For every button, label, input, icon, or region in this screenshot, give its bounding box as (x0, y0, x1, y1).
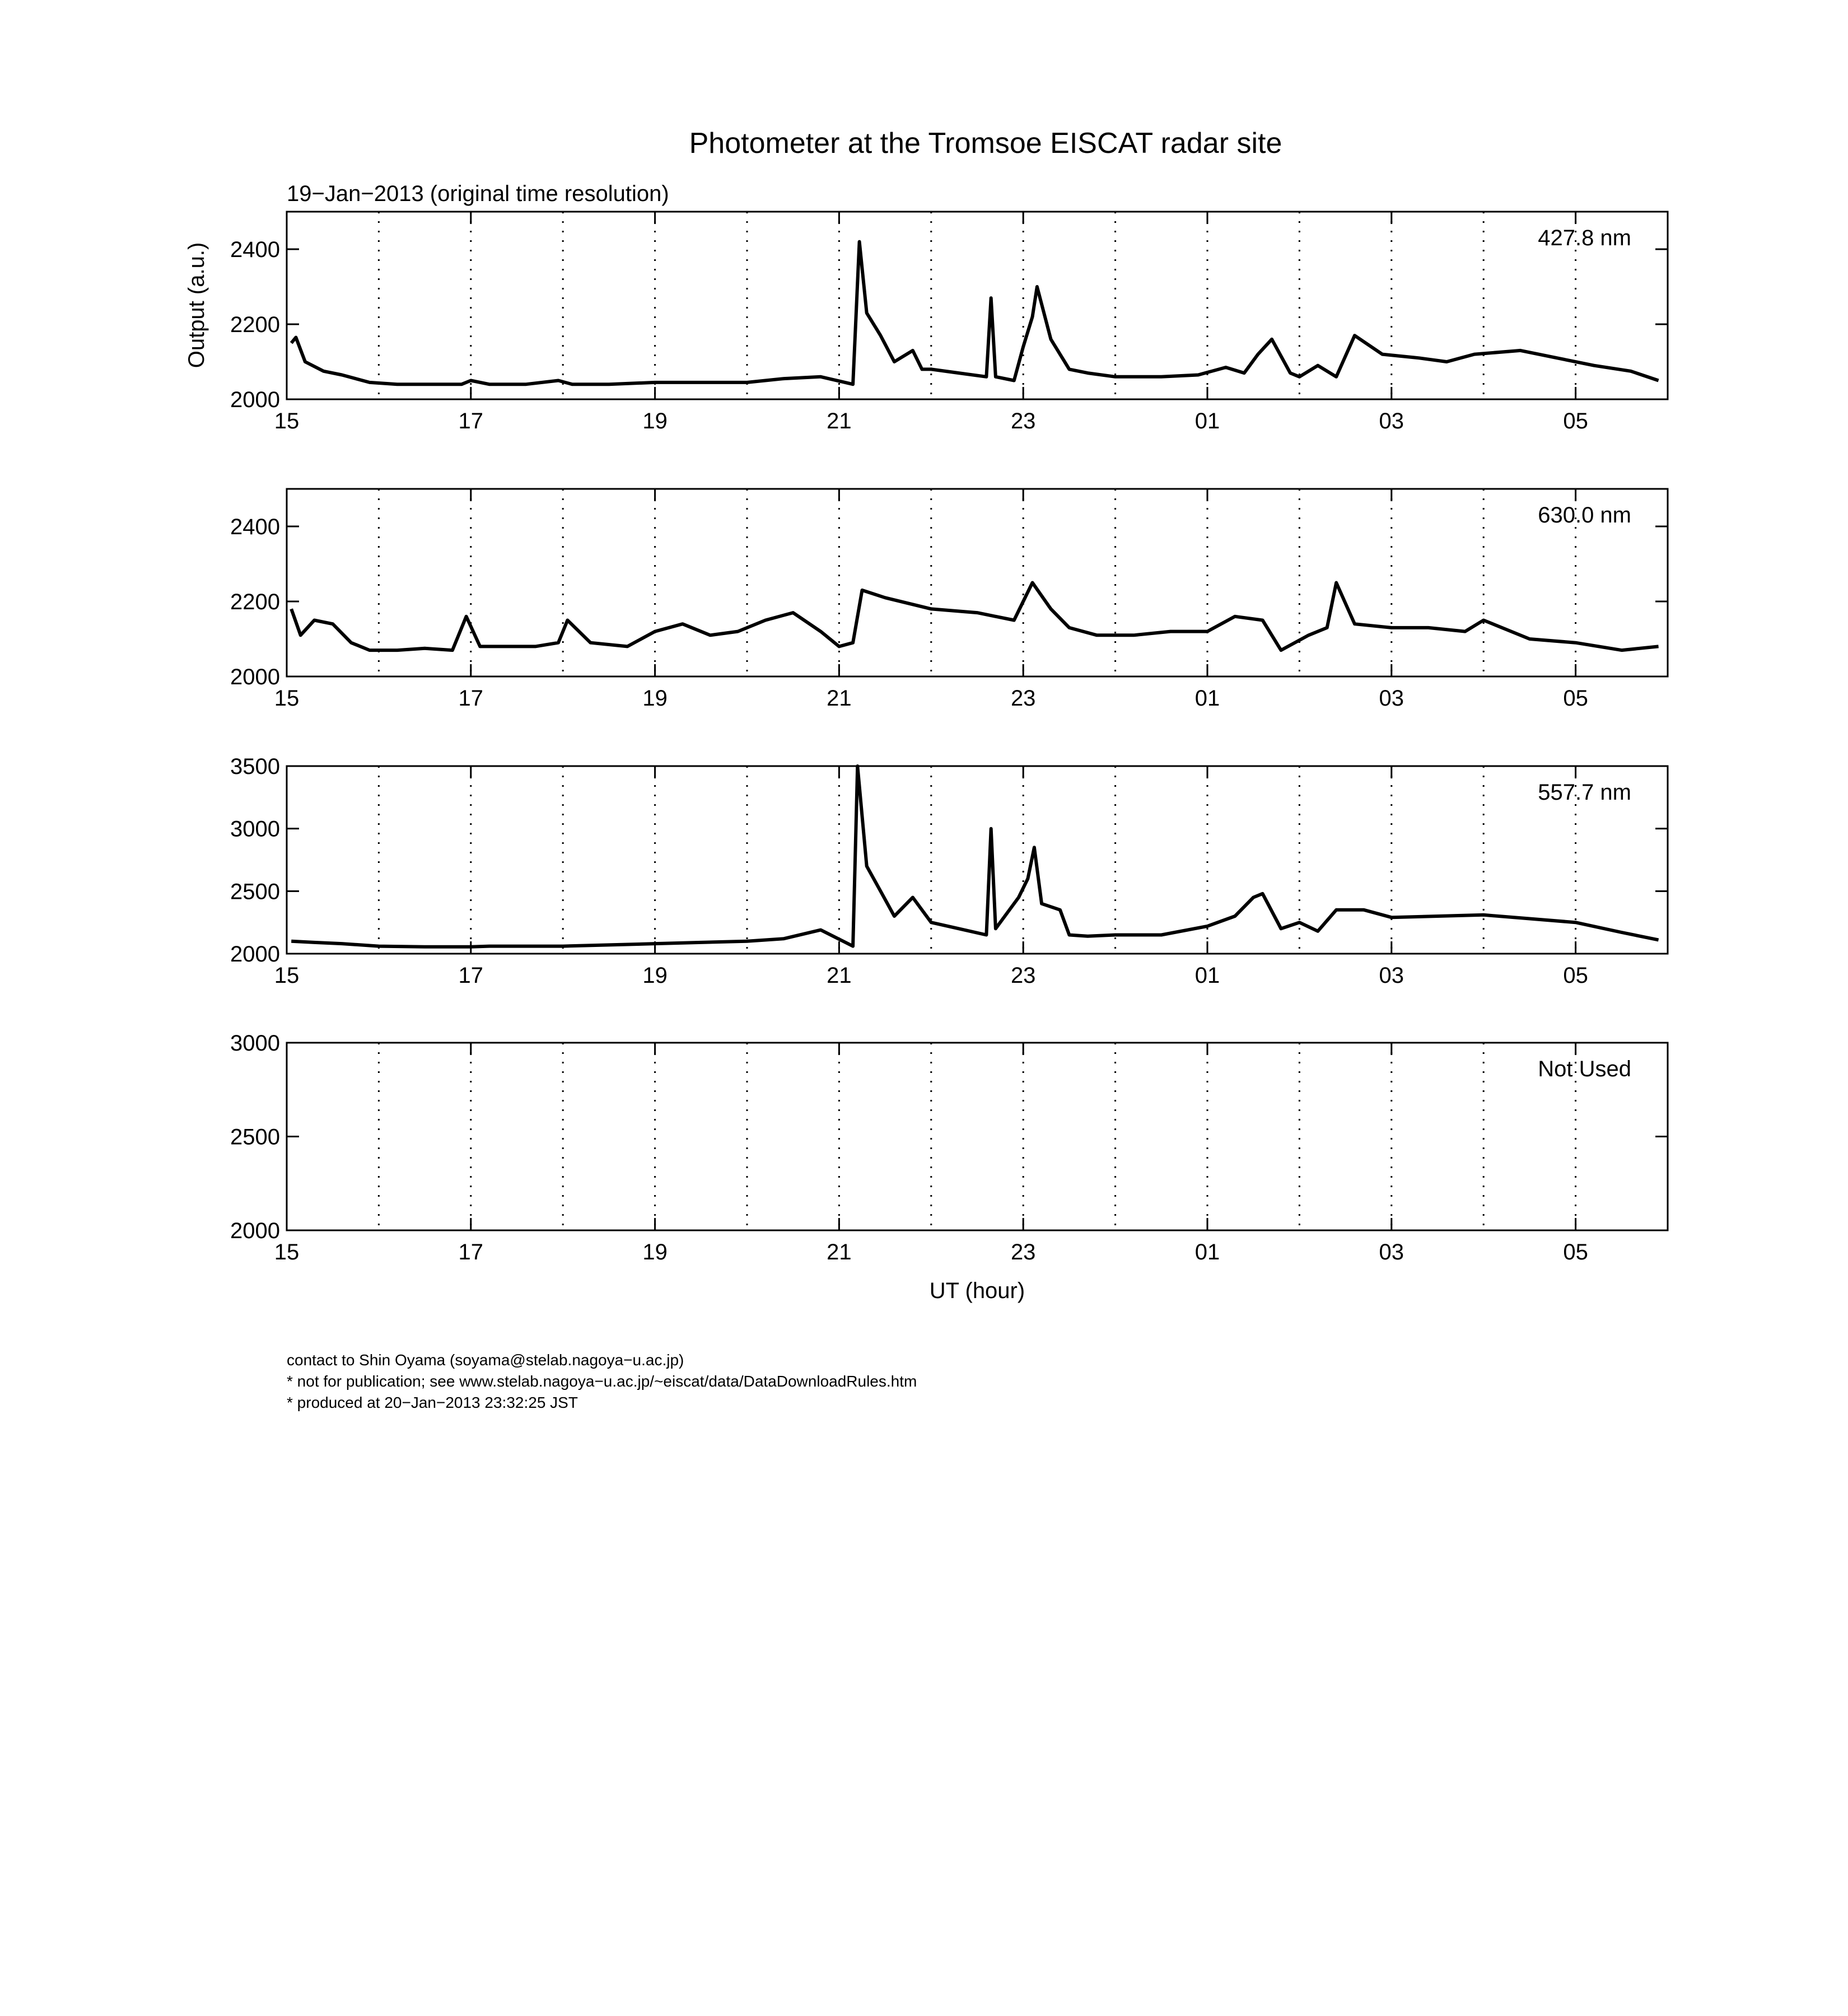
x-tick-label: 23 (1010, 963, 1036, 988)
x-tick-label: 17 (458, 409, 484, 433)
x-tick-label: 01 (1194, 1240, 1220, 1264)
axes-box (287, 1043, 1668, 1230)
y-tick-label: 2000 (230, 942, 280, 967)
x-tick-label: 01 (1194, 409, 1220, 433)
axes-box (287, 212, 1668, 399)
x-tick-label: 19 (642, 1240, 668, 1264)
panel-label: 630.0 nm (1538, 503, 1631, 528)
x-tick-label: 21 (827, 409, 852, 433)
x-tick-label: 21 (827, 963, 852, 988)
panel-label: 427.8 nm (1538, 226, 1631, 250)
chart-panels (230, 212, 1668, 1264)
x-tick-label: 15 (274, 1240, 300, 1264)
y-tick-label: 2400 (230, 515, 280, 539)
x-tick-label: 23 (1010, 409, 1036, 433)
x-tick-label: 05 (1563, 1240, 1588, 1264)
x-tick-label: 01 (1194, 686, 1220, 711)
x-tick-label: 19 (642, 963, 668, 988)
panel-2 (230, 489, 1668, 711)
x-tick-label: 03 (1379, 409, 1404, 433)
x-tick-label: 23 (1010, 1240, 1036, 1264)
x-tick-label: 01 (1194, 963, 1220, 988)
x-axis-label: UT (hour) (929, 1278, 1025, 1303)
x-tick-label: 05 (1563, 963, 1588, 988)
data-line (291, 583, 1658, 651)
y-axis-label: Output (a.u.) (184, 242, 209, 368)
axes-box (287, 766, 1668, 954)
footer-line-1: contact to Shin Oyama (soyama@stelab.nagoya−u.ac.jp) (287, 1351, 684, 1369)
y-tick-label: 2400 (230, 237, 280, 262)
axes-box (287, 489, 1668, 676)
x-tick-label: 05 (1563, 686, 1588, 711)
y-tick-label: 3000 (230, 816, 280, 842)
x-tick-label: 21 (827, 686, 852, 711)
x-tick-label: 19 (642, 686, 668, 711)
figure-subtitle: 19−Jan−2013 (original time resolution) (287, 181, 669, 206)
panel-label: Not Used (1538, 1057, 1631, 1081)
y-tick-label: 2200 (230, 590, 280, 614)
y-tick-label: 2200 (230, 312, 280, 337)
panel-4 (230, 1031, 1668, 1264)
panel-1 (230, 212, 1668, 433)
y-tick-label: 2000 (230, 665, 280, 689)
x-tick-label: 23 (1010, 686, 1036, 711)
y-tick-label: 2500 (230, 879, 280, 904)
y-tick-label: 2500 (230, 1124, 280, 1150)
figure-title: Photometer at the Tromsoe EISCAT radar site (689, 127, 1282, 160)
x-tick-label: 03 (1379, 686, 1404, 711)
data-line (291, 766, 1658, 947)
x-tick-label: 21 (827, 1240, 852, 1264)
x-tick-label: 15 (274, 686, 300, 711)
y-tick-label: 3000 (230, 1031, 280, 1056)
x-tick-label: 17 (458, 686, 484, 711)
x-tick-label: 03 (1379, 1240, 1404, 1264)
footer-line-3: * produced at 20−Jan−2013 23:32:25 JST (287, 1394, 578, 1411)
y-tick-label: 3500 (230, 754, 280, 779)
x-tick-label: 15 (274, 963, 300, 988)
y-tick-label: 2000 (230, 1219, 280, 1243)
y-tick-label: 2000 (230, 388, 280, 412)
x-tick-label: 19 (642, 409, 668, 433)
x-tick-label: 03 (1379, 963, 1404, 988)
x-tick-label: 15 (274, 409, 300, 433)
footer-line-2: * not for publication; see www.stelab.nagoya−u.ac.jp/~eiscat/data/DataDownloadRules.htm (287, 1373, 917, 1390)
panel-label: 557.7 nm (1538, 780, 1631, 805)
x-tick-label: 17 (458, 1240, 484, 1264)
x-tick-label: 17 (458, 963, 484, 988)
x-tick-label: 05 (1563, 409, 1588, 433)
panel-3 (230, 754, 1668, 988)
data-line (291, 242, 1658, 385)
